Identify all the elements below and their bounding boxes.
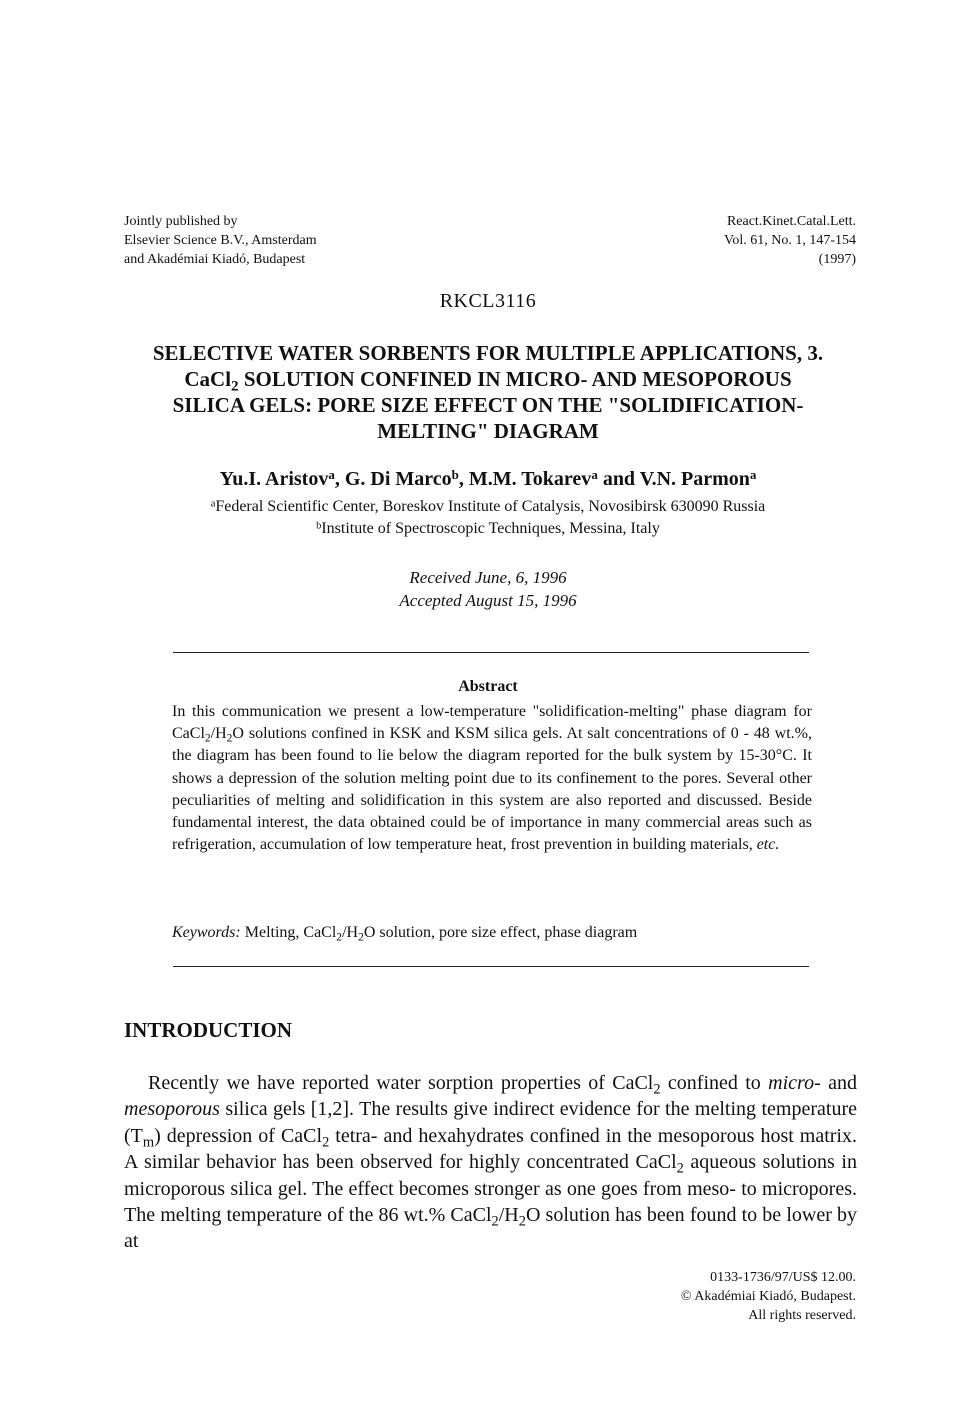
- intro-sub: 2: [322, 1134, 330, 1151]
- author-name: Yu.I. Aristov: [219, 468, 329, 490]
- footer-line: All rights reserved.: [748, 1308, 856, 1323]
- author-list: [0, 468, 976, 491]
- author-name: G. Di Marco: [344, 468, 452, 490]
- affiliation-text: Institute of Spectroscopic Techniques, Messina, Italy: [321, 520, 660, 537]
- publisher-line: Jointly published by: [124, 214, 238, 229]
- intro-part: confined to: [660, 1072, 769, 1094]
- intro-sub: 2: [653, 1081, 661, 1098]
- keywords-part: /H: [342, 924, 359, 941]
- keywords-label: Keywords:: [172, 924, 241, 941]
- journal-line: Vol. 61, No. 1, 147-154: [724, 233, 856, 248]
- dates: [0, 566, 976, 612]
- publisher-line: Elsevier Science B.V., Amsterdam: [124, 233, 317, 248]
- introduction-text: [124, 1070, 857, 1255]
- copyright-footer: [681, 1268, 856, 1325]
- author-sep: and: [597, 468, 640, 490]
- affiliation-sup: a: [210, 498, 216, 510]
- title-line: MELTING" DIAGRAM: [377, 419, 599, 443]
- intro-part: ) depression of CaCl: [154, 1124, 323, 1147]
- author-sep: ,: [334, 468, 345, 490]
- accepted-date: Accepted August 15, 1996: [399, 591, 577, 610]
- title-formula-sub: 2: [231, 378, 239, 395]
- intro-part: and: [820, 1072, 857, 1094]
- publisher-line: and Akadémiai Kiadó, Budapest: [124, 252, 306, 267]
- intro-part: tetra- and hexahydrates confined in the mesoporous host matrix. A similar behavior has been observed for highly concentrated CaCl: [124, 1124, 857, 1174]
- affiliation-text: Federal Scientific Center, Boreskov Institute of Catalysis, Novosibirsk 630090 Russia: [215, 498, 766, 515]
- article-code: RKCL3116: [439, 290, 537, 312]
- author-sup: a: [749, 467, 757, 483]
- intro-italic: mesoporous: [124, 1098, 220, 1121]
- author-sup: b: [451, 467, 459, 483]
- journal-line: React.Kinet.Catal.Lett.: [726, 214, 856, 229]
- author-sup: a: [591, 467, 598, 483]
- abstract-text: [172, 701, 812, 856]
- affiliation: [0, 498, 976, 516]
- title-line-rest: SOLUTION CONFINED IN MICRO- AND MESOPOROUS: [238, 367, 792, 391]
- keywords-part: O solution, pore size effect, phase diagram: [363, 924, 638, 941]
- abstract-part: In this communication we present a low-temperature "solidification-melting" phase diagram for CaCl: [172, 703, 812, 743]
- intro-sub: 2: [676, 1160, 684, 1177]
- abstract-sub: 2: [226, 732, 233, 745]
- author-sup: a: [328, 467, 335, 483]
- keywords: [172, 924, 812, 942]
- intro-part: Recently we have reported water sorption properties of CaCl: [148, 1072, 654, 1094]
- abstract-etc: etc.: [756, 836, 780, 854]
- title-line: SELECTIVE WATER SORBENTS FOR MULTIPLE APPLICATIONS, 3.: [152, 341, 824, 365]
- journal-line: (1997): [818, 252, 856, 267]
- footer-line: © Akadémiai Kiadó, Budapest.: [680, 1289, 856, 1304]
- publisher-info: [124, 212, 317, 269]
- journal-info: [724, 212, 856, 269]
- intro-sub: 2: [518, 1213, 526, 1230]
- title-formula: CaCl: [184, 367, 232, 391]
- intro-part: O solution has been found to be lower by at: [124, 1204, 858, 1253]
- affiliation: [0, 520, 976, 538]
- intro-sub: m: [142, 1134, 155, 1151]
- keywords-part: Melting, CaCl: [240, 924, 337, 941]
- abstract-part: /H: [210, 725, 227, 743]
- footer-line: 0133-1736/97/US$ 12.00.: [710, 1270, 856, 1285]
- author-name: V.N. Parmon: [639, 468, 750, 490]
- title-line: [100, 366, 876, 395]
- author-name: M.M. Tokarev: [468, 468, 592, 490]
- intro-part: aqueous solutions in microporous silica gel. The effect becomes stronger as one goes from meso- to micropores. The melting temperature of the 86 wt.% CaCl: [124, 1151, 857, 1227]
- section-heading: INTRODUCTION: [124, 1018, 293, 1042]
- abstract-heading: Abstract: [458, 678, 518, 695]
- divider: [173, 966, 809, 967]
- author-sep: ,: [458, 468, 469, 490]
- keywords-sub: 2: [336, 931, 343, 944]
- paper-title: [100, 340, 876, 444]
- keywords-sub: 2: [358, 931, 364, 944]
- divider: [173, 652, 809, 653]
- abstract-part: O solutions confined in KSK and KSM silica gels. At salt concentrations of 0 - 48 wt.%, the diagram has been found to lie below the diagram reported for the bulk system by 15-30°C. It shows a depression of the solution melting point due to its confinement to the pores. Several other peculiarities of melting and solidification in this system are also reported and discussed. Beside fundamental interest, the data obtained could be of importance in many commercial areas such as refrigeration, accumulation of low temperature heat, frost prevention in building materials,: [172, 725, 812, 854]
- intro-sub: 2: [491, 1213, 499, 1230]
- affiliation-sup: b: [316, 520, 322, 532]
- intro-italic: micro-: [768, 1072, 821, 1094]
- intro-part: /H: [498, 1204, 519, 1227]
- abstract-sub: 2: [204, 732, 211, 745]
- title-line: SILICA GELS: PORE SIZE EFFECT ON THE "SOLIDIFICATION-: [172, 393, 804, 417]
- intro-part: silica gels [1,2]. The results give indirect evidence for the melting temperature (T: [124, 1098, 857, 1147]
- received-date: Received June, 6, 1996: [409, 568, 567, 587]
